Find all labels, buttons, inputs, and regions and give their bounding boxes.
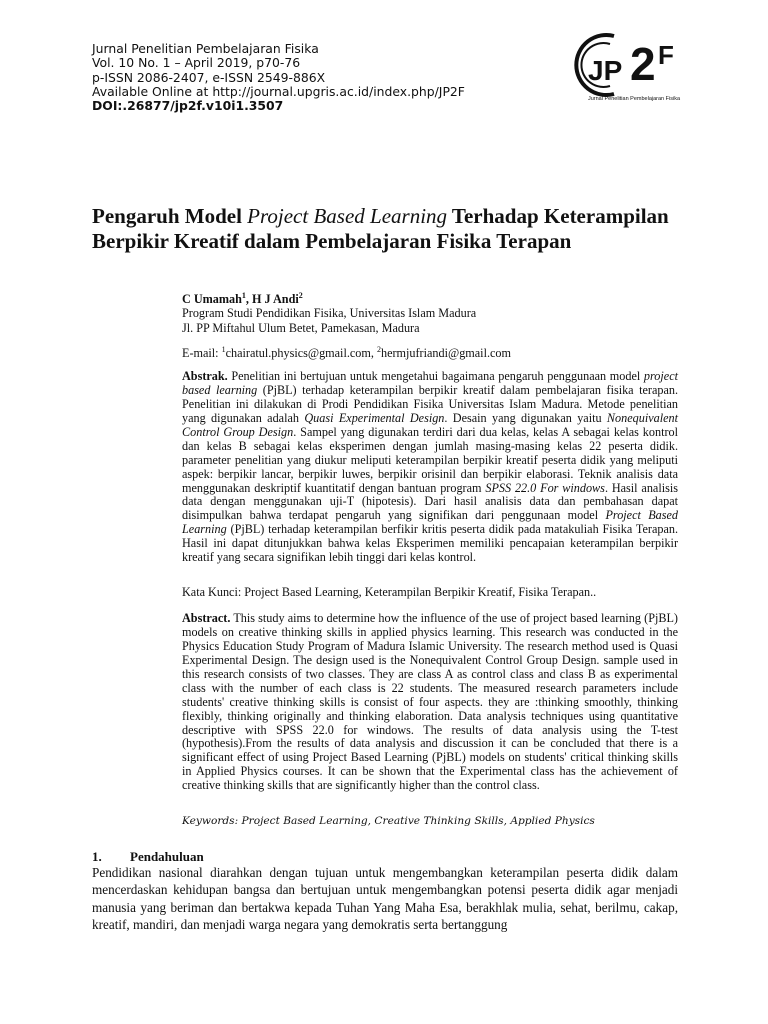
email-line xyxy=(182,346,682,360)
svg-text:JP: JP xyxy=(588,55,623,86)
paper-title xyxy=(92,204,692,253)
title-part-1: Pengaruh Model xyxy=(92,204,248,228)
journal-logo xyxy=(574,30,694,110)
abstrak-italic: Nonequivalent Control Group Design xyxy=(182,410,678,439)
affiliation: Program Studi Pendidikan Fisika, Universitas Islam Madura xyxy=(182,306,477,321)
author-separator: , xyxy=(245,292,253,306)
abstrak-italic: Quasi Experimental Design xyxy=(304,410,445,425)
abstrak-text: Penelitian ini bertujuan untuk mengetahui bagaimana pengaruh penggunaan model xyxy=(227,369,644,383)
svg-text:2: 2 xyxy=(630,38,656,90)
intro-paragraph: Pendidikan nasional diarahkan dengan tujuan untuk mengembangkan keterampilan peserta didik dalam mencerdaskan kehidupan bangsa dan bertujuan untuk mengembangkan potensi peserta didik agar menjadi manusia yang beriman dan bertakwa kepada Tuhan Yang Maha Esa, berakhlak mulia, sehat, berilmu, cakap, kreatif, mandiri, dan menjadi warga negara yang demokratis serta bertanggung xyxy=(92,865,678,933)
abstrak-paragraph xyxy=(182,370,678,565)
email-1-sup: 1 xyxy=(221,345,226,355)
logo-caption: Jurnal Penelitian Pembelajaran Fisika xyxy=(587,96,681,102)
abstrak-text: . Desain yang digunakan yaitu xyxy=(444,410,607,425)
abstrak-text: (PjBL) terhadap keterampilan berpikir kreatif dalam pembelajaran fisika terapan. Penelitian ini dilakukan di Prodi Pendidikan Fisika Universitas Islam Madura. Metode penelitian yang digunakan adalah xyxy=(182,382,678,425)
title-italic: Project Based Learning xyxy=(247,204,448,228)
journal-volume: Vol. 10 No. 1 – April 2019, p70-76 xyxy=(92,55,301,71)
abstrak-text: . Sampel yang digunakan terdiri dari dua kelas, kelas A sebagai kelas kontrol dan kelas B sebagai kelas eksperimen dengan jumlah masing-masing kelas 22 peserta didik. parameter penelitian yang diukur meliputi keterampilan berpikir kreatif peserta didik yang meliputi aspek: berpikir lancar, berpikir luwes, berpikir orisinil dan berpikir elaborasi. Teknik analisis data menggunakan deskriptif kuantitatif dengan bantuan program xyxy=(182,424,679,495)
abstrak-italic: Project Based Learning xyxy=(182,508,678,537)
abstrak-text: (PjBL) terhadap keterampilan berfikir kritis peserta didik pada matakuliah Fisika Terapan. Hasil ini dapat ditunjukkan bahwa kelas Eksperimen memiliki pencapaian keterampilan berpikir kreatif yang secara signifikan lebih tinggi dari kelas kontrol. xyxy=(182,522,678,565)
svg-text:F: F xyxy=(658,40,674,70)
email-1[interactable]: chairatul.physics@gmail.com, xyxy=(225,346,377,361)
journal-header xyxy=(92,42,465,113)
author-2-sup: 2 xyxy=(298,290,303,300)
journal-issn: p-ISSN 2086-2407, e-ISSN 2549-886X xyxy=(92,69,326,85)
address: Jl. PP Miftahul Ulum Betet, Pamekasan, Madura xyxy=(182,320,420,335)
abstrak-italic: SPSS 22.0 For windows xyxy=(485,480,605,495)
author-2: H J Andi xyxy=(252,292,299,306)
author-1: C Umamah xyxy=(182,292,242,306)
abstrak-italic: project based learning xyxy=(182,369,678,397)
author-1-sup: 1 xyxy=(241,290,246,300)
section-title: Pendahuluan xyxy=(130,849,204,864)
journal-online-url[interactable]: Available Online at http://journal.upgris.ac.id/index.php/JP2F xyxy=(92,83,465,99)
kata-kunci: Kata Kunci: Project Based Learning, Keterampilan Berpikir Kreatif, Fisika Terapan.. xyxy=(182,585,597,599)
abstract-text: This study aims to determine how the influence of the use of project based learning (PjBL) models on creative thinking skills in applied physics learning. This research was conducted in the Physics Education Study Program of Madura Islamic University. The research method used is Quasi Experimental Design. The design used is the Nonequivalent Control Group Design. sample used in this research consists of two classes. They are class A as control class and class B as experimental class with the number of each class is 22 students. The measured research parameters include students' creative thinking skills is consist of four aspects. they are :thinking smoothly, thinking flexibly, thinking originally and thinking elaboration. Data analysis techniques using quantitative descriptive with SPSS 22.0 for windows. The results of data analysis using the T-test (hypothesis).From the results of data analysis and discussion it can be concluded that there is a significant effect of using Project Based Learning (PjBL) models on students' critical thinking skills in Applied Physics courses. It can be shown that the Experimental class has the achievement of creative thinking skills that are significantly higher than the control class. xyxy=(182,611,678,793)
email-2[interactable]: hermjufriandi@gmail.com xyxy=(380,346,511,361)
journal-doi[interactable]: DOI:.26877/jp2f.v10i1.3507 xyxy=(92,98,284,114)
abstract-lead: Abstract. xyxy=(182,611,231,625)
email-label: E-mail: xyxy=(182,346,222,361)
authors-block xyxy=(182,292,682,361)
title-part-2: Terhadap Keterampilan Berpikir Kreatif dalam Pembelajaran Fisika Terapan xyxy=(92,204,669,253)
abstrak-text: . Hasil analisis data dengan menggunakan uji-T (hipotesis). Dari hasil analisis data dan pembahasan dapat disimpulkan bahwa terdapat pengaruh yang signifikan dari penggunaan model xyxy=(182,480,678,523)
keywords: Keywords: Project Based Learning, Creative Thinking Skills, Applied Physics xyxy=(182,815,595,827)
section-heading xyxy=(92,849,204,865)
journal-name: Jurnal Penelitian Pembelajaran Fisika xyxy=(92,41,319,56)
author-names xyxy=(182,292,682,306)
email-2-sup: 2 xyxy=(376,345,381,355)
section-number: 1. xyxy=(92,849,102,864)
jp2f-logo-icon xyxy=(574,30,694,100)
abstract-paragraph xyxy=(182,612,678,793)
abstrak-lead: Abstrak. xyxy=(182,369,228,383)
